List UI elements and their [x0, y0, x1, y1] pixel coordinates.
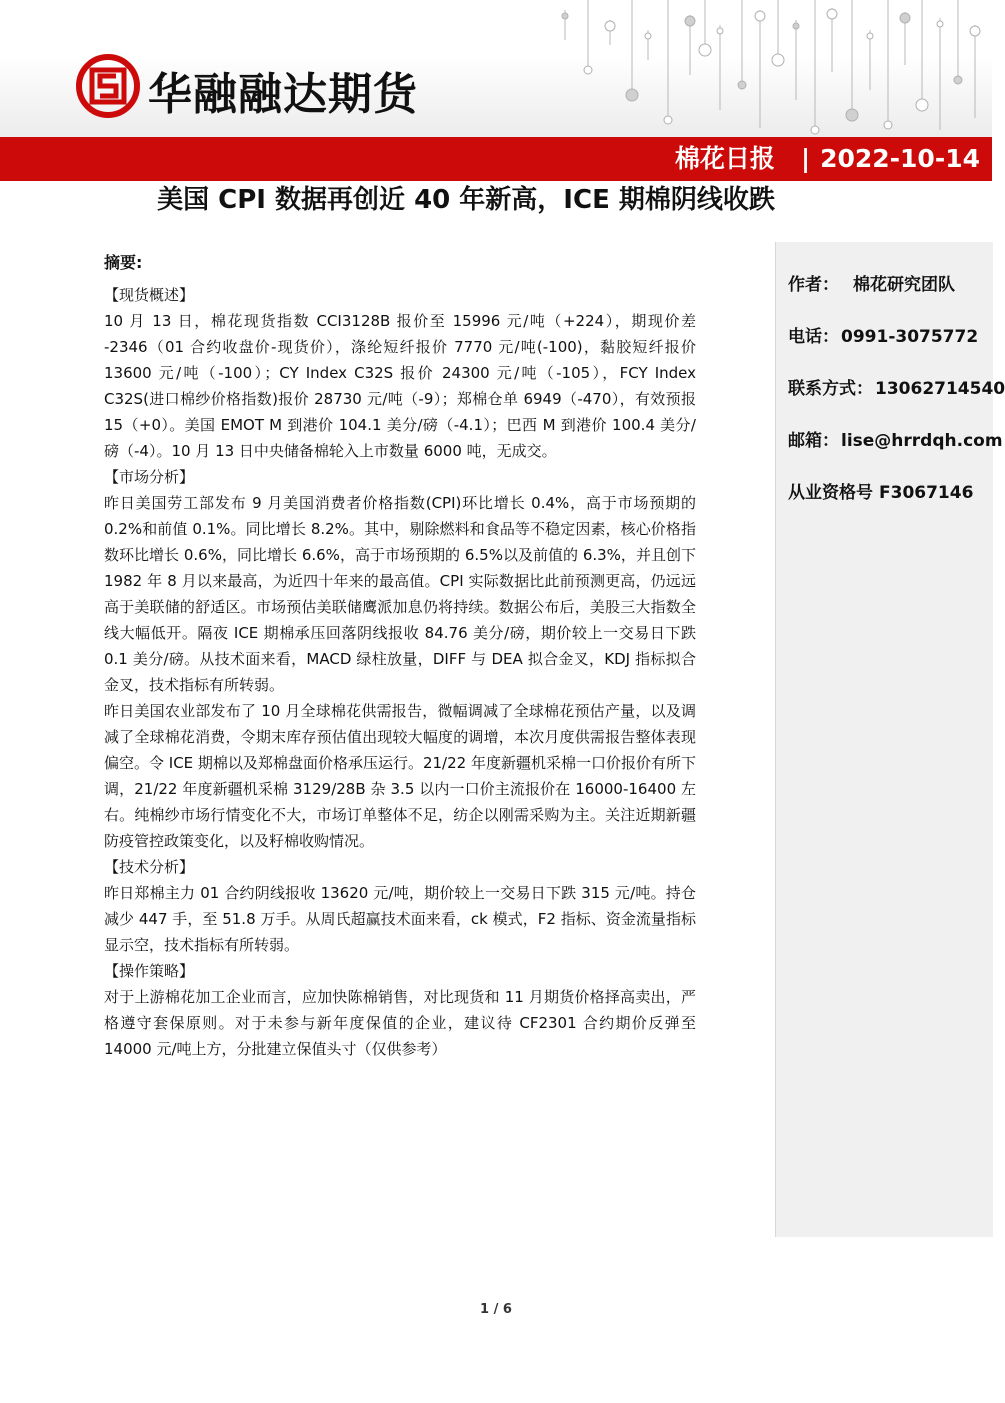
- contact-label: 联系方式：: [788, 379, 873, 399]
- email-link[interactable]: lise@hrrdqh.com: [841, 431, 1003, 451]
- decorative-dot: [685, 16, 695, 26]
- decorative-dot: [954, 76, 962, 84]
- email-label: 邮箱：: [788, 431, 839, 451]
- decorative-dot: [970, 26, 980, 36]
- decorative-dot: [916, 99, 928, 111]
- decorative-dot: [793, 23, 799, 29]
- page-number: 1 / 6: [480, 1302, 512, 1317]
- decorative-dot: [562, 13, 568, 19]
- section-strategy: [104, 958, 696, 1062]
- phone-row: [788, 322, 978, 347]
- author-info-panel: [775, 242, 1005, 1237]
- page-header: [0, 0, 992, 137]
- section-paragraph: 昨日郑棉主力 01 合约阴线报收 13620 元/吨，期价较上一交易日下跌 315 元/吨。持仓减少 447 手，至 51.8 万手。从周氏超赢技术面来看，ck 模式，F2 指标、资金流量指标显示空，技术指标有所转弱。: [104, 884, 696, 954]
- section-paragraph: 10 月 13 日，棉花现货指数 CCI3128B 报价至 15996 元/吨（+224），期现价差 -2346（01 合约收盘价-现货价），涤纶短纤报价 7770 元/吨(-100)，黏胶短纤报价 13600 元/吨（-100）；CY Index C32S 报价 24300 元/吨（-105），FCY Index C32S(进口棉纱价格指数)报价 28730 元/吨（-9）；郑棉仓单 6949（-470），有效预报 15（+0）。美国 EMOT M 到港价 104.1 美分/磅（-4.1）；巴西 M 到港价 100.4 美分/磅（-4）。10 月 13 日中央储备棉轮入上市数量 6000 吨，无成交。: [104, 312, 696, 460]
- report-band: [0, 137, 992, 181]
- decorative-dot: [772, 54, 784, 66]
- decorative-dot: [811, 126, 819, 134]
- section-technical: [104, 854, 696, 958]
- license-row: [788, 478, 973, 503]
- report-date: 2022-10-14: [820, 144, 980, 173]
- abstract-section: [104, 250, 696, 1062]
- author-row: [788, 270, 955, 295]
- decorative-dot: [717, 28, 723, 34]
- company-name: 华融融达期货: [148, 69, 418, 120]
- license-label: 从业资格号: [788, 483, 873, 503]
- section-heading: 【现货概述】: [104, 286, 195, 304]
- section-heading: 【操作策略】: [104, 962, 195, 980]
- decorative-dot: [664, 116, 672, 124]
- contact-row: [788, 374, 1005, 399]
- email-row: [788, 426, 1003, 451]
- decorative-dot: [827, 9, 837, 19]
- section-spot: [104, 282, 696, 464]
- section-market: [104, 464, 696, 854]
- decorative-dot: [884, 121, 892, 129]
- contact-value: 13062714540: [875, 379, 1005, 399]
- license-value: F3067146: [879, 483, 974, 503]
- author-label: 作者：: [788, 275, 839, 295]
- decorative-dot: [699, 44, 711, 56]
- section-paragraph: 对于上游棉花加工企业而言，应加快陈棉销售，对比现货和 11 月期货价格择高卖出，严格遵守套保原则。对于未参与新年度保值的企业，建议待 CF2301 合约期价反弹至 14000 元/吨上方，分批建立保值头寸（仅供参考）: [104, 988, 696, 1058]
- phone-value: 0991-3075772: [841, 327, 979, 347]
- phone-label: 电话：: [788, 327, 839, 347]
- abstract-label: 摘要:: [104, 253, 143, 272]
- decorative-dot: [755, 11, 765, 21]
- band-separator: |: [800, 144, 811, 173]
- decorative-dot: [626, 89, 638, 101]
- decorative-dot: [605, 21, 615, 31]
- huarong-logo-icon: [76, 54, 140, 118]
- decorative-dot: [937, 21, 943, 27]
- report-headline: 美国 CPI 数据再创近 40 年新高，ICE 期棉阴线收跌: [157, 185, 775, 215]
- report-band-text: [675, 137, 980, 181]
- section-paragraph: 昨日美国农业部发布了 10 月全球棉花供需报告，微幅调减了全球棉花预估产量，以及调减了全球棉花消费，令期末库存预估值出现较大幅度的调增，本次月度供需报告整体表现偏空。令 ICE 期棉以及郑棉盘面价格承压运行。21/22 年度新疆机采棉一口价报价有所下调，21/22 年度新疆机采棉 3129/28B 杂 3.5 以内一口价主流报价在 16000-16400 左右。纯棉纱市场行情变化不大，市场订单整体不足，纺企以刚需采购为主。关注近期新疆防疫管控政策变化，以及籽棉收购情况。: [104, 702, 696, 850]
- decorative-dot: [900, 13, 910, 23]
- section-paragraph: 昨日美国劳工部发布 9 月美国消费者价格指数(CPI)环比增长 0.4%，高于市场预期的 0.2%和前值 0.1%。同比增长 8.2%。其中，剔除燃料和食品等不稳定因素，核心价格指数环比增长 0.6%，同比增长 6.6%，高于市场预期的 6.5%以及前值的 6.3%，并且创下 1982 年 8 月以来最高，为近四十年来的最高值。CPI 实际数据比此前预测更高，仍远远高于美联储的舒适区。市场预估美联储鹰派加息仍将持续。数据公布后，美股三大指数全线大幅低开。隔夜 ICE 期棉承压回落阴线报收 84.76 美分/磅，期价较上一交易日下跌 0.1 美分/磅。从技术面来看，MACD 绿柱放量，DIFF 与 DEA 拟合金叉，KDJ 指标拟合金叉，技术指标有所转弱。: [104, 494, 696, 694]
- author-value: 棉花研究团队: [853, 275, 955, 295]
- decorative-dot: [867, 33, 873, 39]
- section-heading: 【市场分析】: [104, 468, 195, 486]
- decorative-dot: [738, 81, 746, 89]
- section-heading: 【技术分析】: [104, 858, 195, 876]
- report-type: 棉花日报: [674, 144, 775, 173]
- decorative-dot: [584, 66, 592, 74]
- decorative-dot: [846, 109, 858, 121]
- decorative-dot: [645, 33, 651, 39]
